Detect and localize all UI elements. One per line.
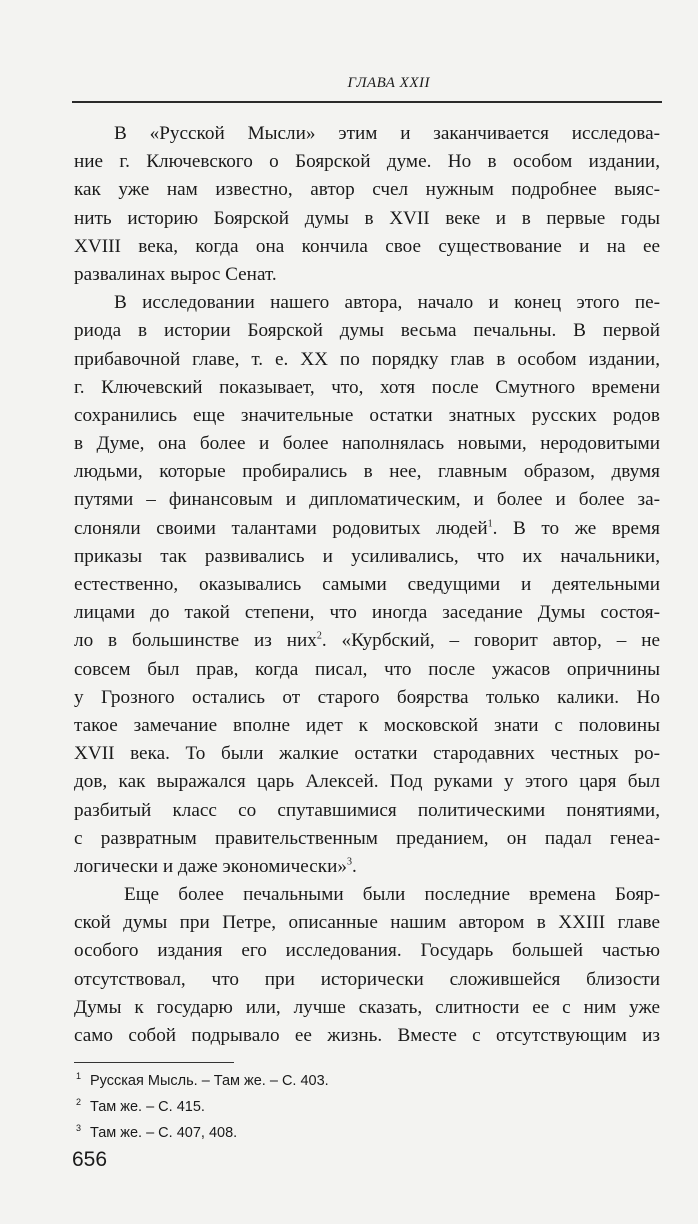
text-line: разбитый класс со спутавшимися политическими понятиями, [74,799,660,821]
footnote: 1 Русская Мысль. – Там же. – С. 403. [76,1071,329,1089]
footnote-text: Там же. – С. 407, 408. [90,1125,238,1141]
text-line: прибавочной главе, т. е. XX по порядку глав в особом издании, [74,348,660,370]
text-line: само собой подрывало ее жизнь. Вместе с отсутствующим из [74,1025,660,1046]
text-line: XVII века. То были жалкие остатки стародавних честных ро- [74,743,660,765]
text-line: отсутствовал, что при исторически сложившейся близости [74,968,660,990]
text-line: совсем был прав, когда писал, что после ужасов опричнины [74,658,660,680]
text-segment: . [351,855,357,877]
text-line: дов, как выражался царь Алексей. Под руками у этого царя был [74,771,660,793]
footnote-text: Русская Мысль. – Там же. – С. 403. [90,1073,329,1089]
text-line: Думы к государю или, лучше сказать, слитности ее с ним уже [74,996,660,1018]
text-line: ской думы при Петре, описанные нашим автором в XXIII главе [74,912,660,934]
footnote: 2 Там же. – С. 415. [76,1097,205,1115]
text-line: г. Ключевский показывает, что, хотя после Смутного времени [74,376,660,398]
text-segment: ло в большинстве из них [74,630,317,652]
text-line: естественно, оказывались самыми сведущими и деятельными [74,574,660,595]
running-header [72,74,662,103]
footnote-divider [74,1062,234,1063]
text-line: риода в истории Боярской думы весьма печальны. В первой [74,320,660,342]
text-line: ние г. Ключевского о Боярской думе. Но в особом издании, [74,151,660,173]
text-line: путями – финансовым и дипломатическим, и более и более за- [74,489,660,511]
text-line: у Грозного остались от старого боярства только калики. Но [74,686,660,708]
text-line: в Думе, она более и более наполнялась новыми, неродовитыми [74,433,660,455]
text-line: В исследовании нашего автора, начало и конец этого пе- [114,292,660,314]
text-segment: . «Курбский, – говорит автор, – не [321,630,661,652]
text-line: нить историю Боярской думы в XVII веке и в первые годы [74,207,660,229]
footnote-ref: 1 [487,518,493,530]
chapter-title: ГЛАВА XXII [347,75,430,91]
text-line [74,627,660,655]
footnote-ref: 2 [316,630,322,642]
text-line: приказы так развивались и усиливались, что их начальники, [74,545,660,567]
body-text [74,120,660,1050]
footnote-text: Там же. – С. 415. [90,1099,205,1115]
text-line: развалинах вырос Сенат. [74,263,277,285]
text-line: особого издания его исследования. Государь большей частью [74,940,660,962]
text-line: такое замечание вполне идет к московской знати с половины [74,714,660,736]
text-line: XVIII века, когда она кончила свое существование и на ее [74,235,660,257]
text-segment: слоняли своими талантами родовитых людей [74,517,488,539]
text-line: людьми, которые пробирались в нее, главным образом, двумя [74,461,660,483]
text-line: В «Русской Мысли» этим и заканчивается исследова- [114,123,660,144]
text-line: с развратным правительственным преданием, он падал генеа- [74,827,660,849]
text-line: лицами до такой степени, что иногда заседание Думы состоя- [74,602,660,624]
text-line: Еще более печальными были последние времена Бояр- [124,884,660,906]
footnotes [76,1068,636,1146]
text-line [74,853,660,881]
footnote-ref: 3 [346,856,352,868]
page-number: 656 [72,1148,108,1171]
footnote: 3 Там же. – С. 407, 408. [76,1123,238,1141]
text-line: как уже нам известно, автор счел нужным подробнее выяс- [74,179,660,201]
text-segment: . В то же время [492,517,660,539]
text-line: сохранились еще значительные остатки знатных русских родов [74,404,660,426]
text-line [74,515,660,543]
text-segment: логически и даже экономически» [74,855,347,877]
